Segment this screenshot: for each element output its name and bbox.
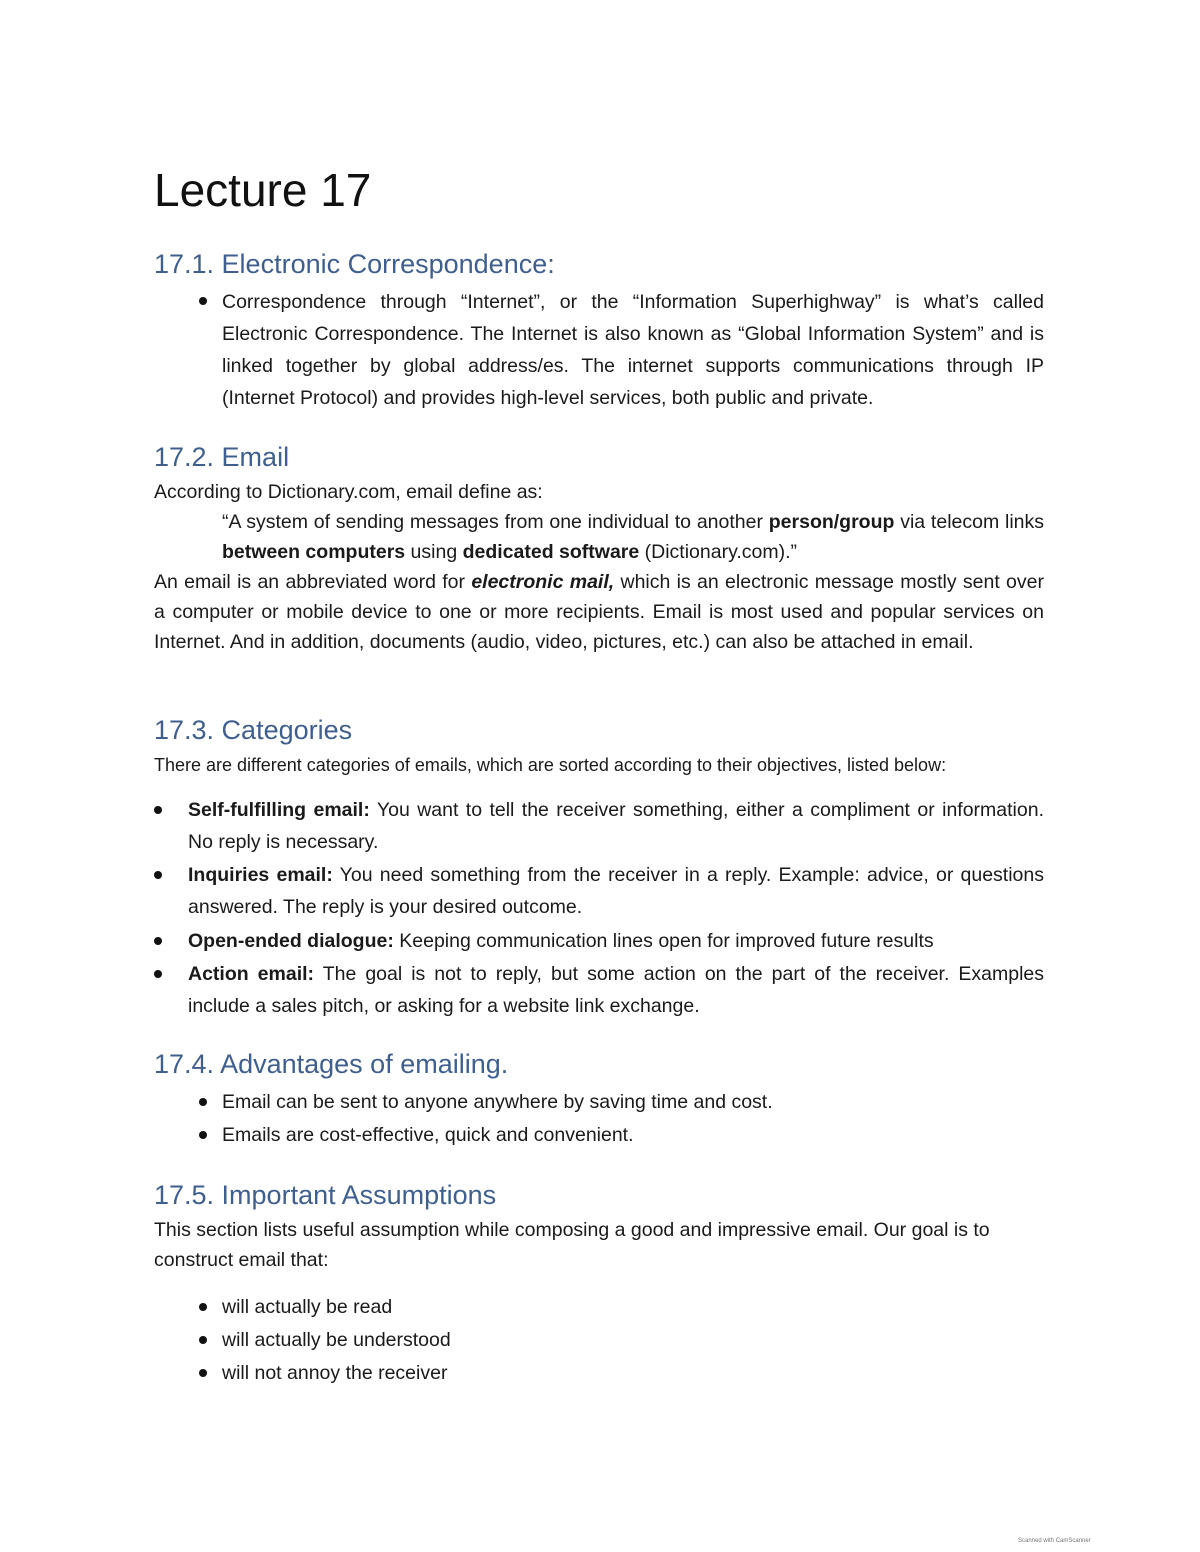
categories-intro: There are different categories of emails, which are sorted according to their objectives, listed below:	[154, 755, 947, 775]
email-definition-intro: According to Dictionary.com, email define as:	[154, 481, 543, 503]
advantage-item: Email can be sent to anyone anywhere by saving time and cost.	[222, 1091, 773, 1113]
category-item: Open-ended dialogue: Keeping communication lines open for improved future results	[188, 930, 934, 952]
bullet-icon	[154, 871, 162, 879]
bullet-icon	[154, 970, 162, 978]
assumption-item: will actually be understood	[222, 1329, 451, 1351]
bullet-icon	[199, 297, 207, 305]
email-definition-quote: “A system of sending messages from one individual to another person/group via telecom links between computers using dedicated software (Dictionary.com).”	[222, 511, 1045, 563]
assumption-item: will not annoy the receiver	[222, 1362, 448, 1384]
category-item: Self-fulfilling email: You want to tell the receiver something, either a compliment or information. No reply is necessary.	[188, 799, 1044, 853]
scanner-watermark: Scanned with CamScanner	[1018, 1538, 1091, 1544]
bullet-icon	[199, 1131, 207, 1139]
section-heading-advantages: 17.4. Advantages of emailing.	[154, 1049, 509, 1079]
bullet-icon	[199, 1303, 207, 1311]
bullet-icon	[199, 1336, 207, 1344]
section-heading-categories: 17.3. Categories	[154, 715, 353, 745]
section-heading-email: 17.2. Email	[154, 442, 290, 472]
category-item: Inquiries email: You need something from the receiver in a reply. Example: advice, or questions answered. The reply is your desired outcome.	[188, 864, 1044, 918]
section-heading-important-assumptions: 17.5. Important Assumptions	[154, 1180, 497, 1210]
bullet-icon	[199, 1369, 207, 1377]
section-heading-electronic-correspondence: 17.1. Electronic Correspondence:	[154, 249, 555, 279]
category-item: Action email: The goal is not to reply, but some action on the part of the receiver. Examples include a sales pitch, or asking for a website link exchange.	[188, 963, 1045, 1017]
assumptions-intro: This section lists useful assumption while composing a good and impressive email. Our goal is to construct email that:	[154, 1219, 990, 1271]
electronic-correspondence-text: Correspondence through “Internet”, or the “Information Superhighway” is what’s called Electronic Correspondence. The Internet is also known as “Global Information System” and is linked together by global address/es. The internet supports communications through IP (Internet Protocol) and provides high-level services, both public and private.	[222, 291, 1044, 409]
bullet-icon	[154, 806, 162, 814]
email-description: An email is an abbreviated word for electronic mail, which is an electronic message mostly sent over a computer or mobile device to one or more recipients. Email is most used and popular services on Internet. And in addition, documents (audio, video, pictures, etc.) can also be attached in email.	[154, 571, 1044, 653]
bullet-icon	[199, 1098, 207, 1106]
bullet-icon	[154, 937, 162, 945]
page-title: Lecture 17	[154, 164, 372, 216]
assumption-item: will actually be read	[222, 1296, 393, 1318]
advantage-item: Emails are cost-effective, quick and convenient.	[222, 1124, 634, 1146]
